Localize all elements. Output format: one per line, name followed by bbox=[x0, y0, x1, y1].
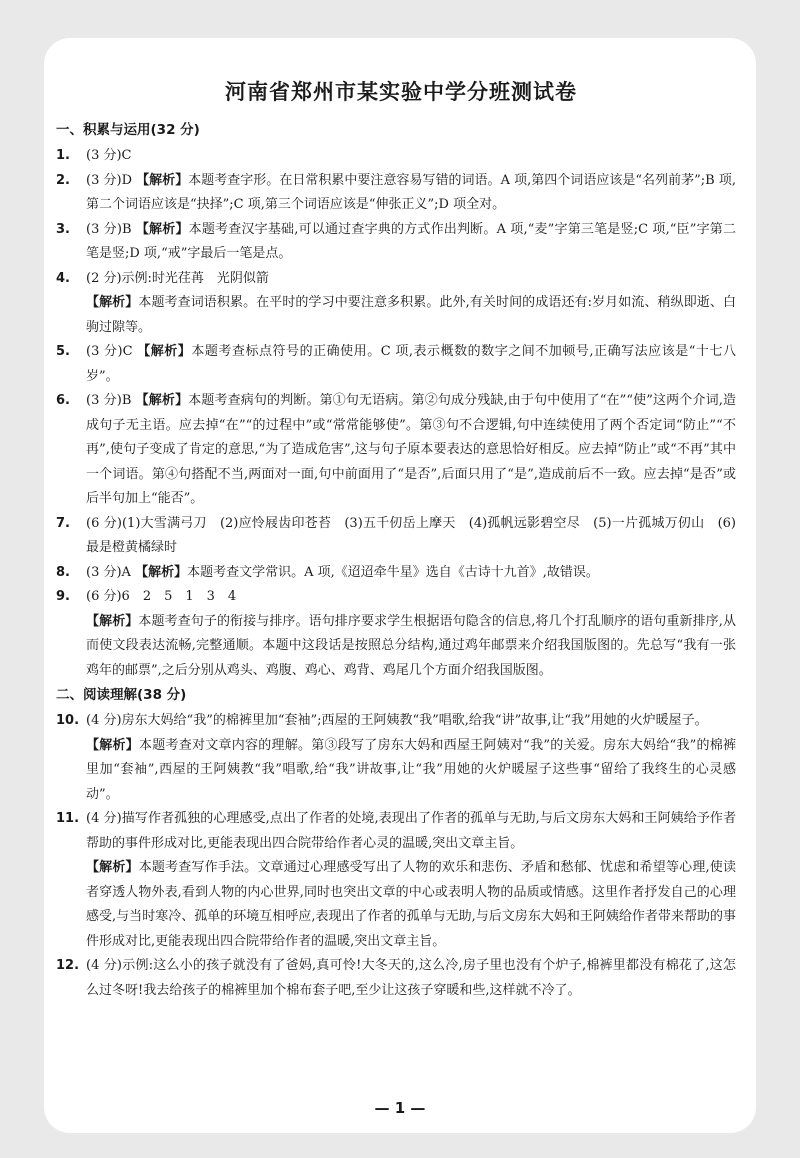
analysis-tag: 【解析】 bbox=[86, 737, 139, 753]
analysis-text: 本题考查词语积累。在平时的学习中要注意多积累。此外,有关时间的成语还有:岁月如流、稍纵即逝、白驹过隙等。 bbox=[86, 295, 736, 335]
answer-choice: (3 分)C bbox=[86, 344, 138, 359]
analysis-tag: 【解析】 bbox=[135, 221, 189, 237]
answer-text: (2 分)示例:时光荏苒 光阴似箭 bbox=[86, 270, 269, 286]
analysis-text: 本题考查标点符号的正确使用。C 项,表示概数的数字之间不加顿号,正确写法应该是“十七八岁”。 bbox=[86, 344, 736, 384]
answer-item-8 bbox=[56, 561, 736, 586]
answer-text: (6 分)6 2 5 1 3 4 bbox=[86, 589, 237, 604]
answer-sheet-page bbox=[44, 38, 756, 1133]
section-heading-1: 一、积累与运用(32 分) bbox=[56, 122, 200, 138]
item-number: 10. bbox=[56, 713, 80, 728]
section-heading-2: 二、阅读理解(38 分) bbox=[56, 687, 187, 703]
item-number: 9. bbox=[56, 589, 70, 604]
answer-item-3 bbox=[56, 218, 737, 267]
page-number: — 1 — bbox=[374, 1099, 426, 1117]
answer-text: (4 分)示例:这么小的孩子就没有了爸妈,真可怜!大冬天的,这么冷,房子里也没有个炉子,棉裤里都没有棉花了,这怎么过冬呀!我去给孩子的棉裤里加个棉布套子吧,至少让这孩子穿暖和些,这样就不冷了。 bbox=[86, 958, 736, 998]
analysis-paragraph-11 bbox=[86, 856, 736, 954]
analysis-text: 本题考查对文章内容的理解。第③段写了房东大妈和西屋王阿姨对“我”的关爱。房东大妈给“我”的棉裤里加“套袖”,西屋的王阿姨教“我”唱歌,给“我”讲故事,让“我”用她的火炉暖屋子这些事“留给了我终生的心灵感动”。 bbox=[86, 737, 736, 802]
item-number: 3. bbox=[56, 221, 70, 237]
item-number: 1. bbox=[56, 148, 70, 163]
analysis-text: 本题考查句子的衔接与排序。语句排序要求学生根据语句隐含的信息,将几个打乱顺序的语句重新排序,从而使文段表达流畅,完整通顺。本题中这段话是按照总分结构,通过鸡年邮票来介绍我国版图的。先总写“我有一张鸡年的邮票”,之后分别从鸡头、鸡腹、鸡心、鸡背、鸡尾几个方面介绍我国版图。 bbox=[86, 613, 736, 678]
analysis-text: 本题考查汉字基础,可以通过查字典的方式作出判断。A 项,“麦”字第三笔是竖;C 项,“臣”字第二笔是竖;D 项,“戒”字最后一笔是点。 bbox=[86, 221, 737, 261]
item-number: 11. bbox=[56, 811, 80, 826]
answer-item-4 bbox=[56, 267, 736, 292]
answer-text: (4 分)房东大妈给“我”的棉裤里加“套袖”;西屋的王阿姨教“我”唱歌,给我“讲”故事,让“我”用她的火炉暖屋子。 bbox=[86, 713, 708, 728]
answer-item-10 bbox=[56, 709, 736, 734]
analysis-tag: 【解析】 bbox=[135, 393, 189, 408]
item-number: 2. bbox=[56, 172, 70, 188]
item-number: 6. bbox=[56, 393, 70, 408]
answer-item-2 bbox=[56, 169, 736, 218]
item-number: 12. bbox=[56, 958, 80, 973]
analysis-paragraph-9 bbox=[86, 610, 736, 684]
answer-text: (4 分)描写作者孤独的心理感受,点出了作者的处境,表现出了作者的孤单与无助,与后文房东大妈和王阿姨给予作者帮助的事件形成对比,更能表现出四合院带给作者心灵的温暖,突出文章主旨。 bbox=[86, 811, 736, 851]
analysis-paragraph-10 bbox=[86, 734, 736, 808]
answer-text: (3 分)C bbox=[86, 148, 132, 163]
answer-choice: (3 分)B bbox=[86, 221, 136, 237]
answer-item-5 bbox=[56, 340, 736, 389]
answer-item-12 bbox=[56, 954, 736, 1003]
answer-item-11 bbox=[56, 807, 736, 856]
answer-item-7 bbox=[56, 512, 736, 561]
analysis-tag: 【解析】 bbox=[135, 564, 188, 580]
answer-choice: (3 分)A bbox=[86, 564, 136, 580]
analysis-paragraph-4 bbox=[86, 291, 736, 340]
analysis-text: 本题考查字形。在日常积累中要注意容易写错的词语。A 项,第四个词语应该是“名列前茅”;B 项,第二个词语应该是“抉择”;C 项,第三个词语应该是“伸张正义”;D 项全对。 bbox=[86, 172, 736, 212]
page-title: 河南省郑州市某实验中学分班测试卷 bbox=[225, 80, 577, 104]
item-number: 5. bbox=[56, 344, 70, 359]
analysis-tag: 【解析】 bbox=[137, 344, 192, 359]
answer-text: (6 分)(1)大雪满弓刀 (2)应怜屐齿印苍苔 (3)五千仞岳上摩天 (4)孤帆远影碧空尽 (5)一片孤城万仞山 (6)最是橙黄橘绿时 bbox=[86, 515, 736, 555]
answer-choice: (3 分)D bbox=[86, 172, 137, 188]
item-number: 4. bbox=[56, 270, 70, 286]
analysis-tag: 【解析】 bbox=[86, 860, 139, 875]
analysis-text: 本题考查文学常识。A 项,《迢迢牵牛星》选自《古诗十九首》,故错误。 bbox=[187, 564, 599, 580]
analysis-text: 本题考查写作手法。文章通过心理感受写出了人物的欢乐和悲伤、矛盾和愁郁、忧虑和希望等心理,使读者穿透人物外表,看到人物的内心世界,同时也突出文章的中心或表明人物的品质或情感。这里作者抒发自己的心理感受,与当时寒冷、孤单的环境互相呼应,表现出了作者的孤单与无助,与后文房东大妈和王阿姨给作者带来帮助的事件形成对比,更能表现出四合院带给作者的温暖,突出文章主旨。 bbox=[86, 860, 736, 949]
analysis-text: 本题考查病句的判断。第①句无语病。第②句成分残缺,由于句中使用了“在”“使”这两个介词,造成句子无主语。应去掉“在”“的过程中”或“常常能够使”。第③句不合逻辑,句中连续使用了两个否定词“防止”“不再”,使句子变成了肯定的意思,“为了造成危害”,这与句子原本要表达的意思恰好相反。应去掉“防止”或“不再”其中一个词语。第④句搭配不当,两面对一面,句中前面用了“是否”,后面只用了“是”,造成前后不一致。应去掉“是否”或后半句加上“能否”。 bbox=[86, 393, 736, 506]
analysis-tag: 【解析】 bbox=[86, 613, 139, 629]
answer-item-9 bbox=[56, 585, 736, 610]
answer-item-1 bbox=[56, 144, 736, 169]
answer-item-6 bbox=[56, 389, 736, 512]
analysis-tag: 【解析】 bbox=[86, 295, 139, 310]
analysis-tag: 【解析】 bbox=[136, 172, 189, 188]
answer-choice: (3 分)B bbox=[86, 393, 136, 408]
item-number: 8. bbox=[56, 564, 70, 580]
item-number: 7. bbox=[56, 515, 70, 531]
